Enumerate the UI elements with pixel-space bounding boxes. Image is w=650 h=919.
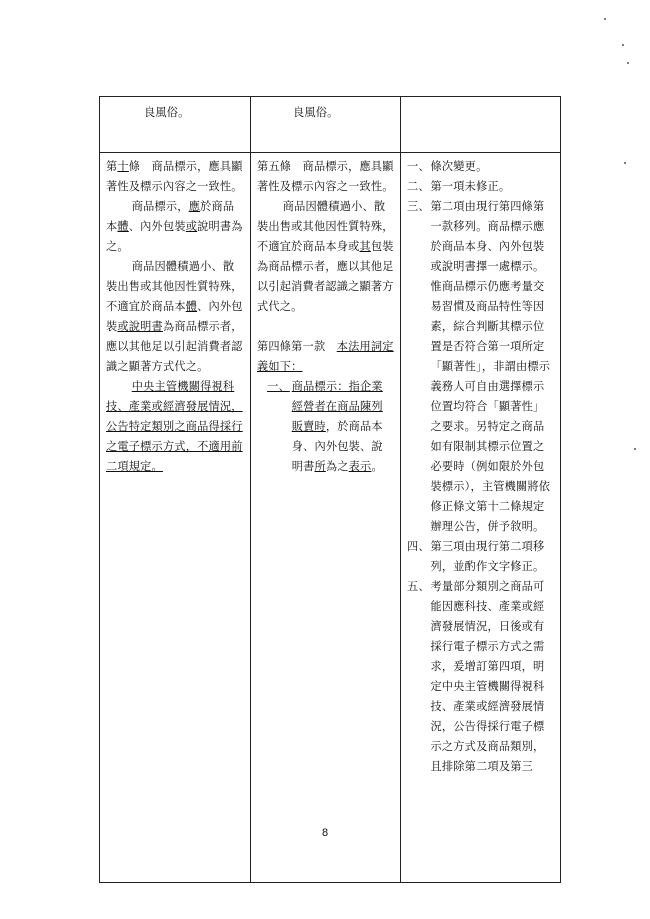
comparison-table <box>99 96 561 883</box>
page-number: 8 <box>321 827 329 839</box>
article-heading: 第四條第一款 本法用詞定義如下： <box>257 340 394 373</box>
cell-text: 良風俗。 <box>293 106 339 119</box>
table-row <box>100 153 561 883</box>
article-paragraph: 商品因體積過小、散裝出售或其他因性質特殊，不適宜於商品本體、內外包裝或說明書為商品標示者，應以其他足以引起消費者認識之顯著方式代之。 <box>106 260 243 373</box>
list-item: 五、 考量部分類別之商品可能因應科技、產業或經濟發展情況，日後或有採行電子標示方式之需求，爰增訂第四項，明定中央主管機關得視科技、產業或經濟發展情況，公告得採行電子標示之方式及商品類別，且排除第二項及第三 <box>407 580 545 773</box>
list-item: 一、 商品標示：指企業經營者在商品陳列販賣時，於商品本身、內外包裝、說明書所為之表示。 <box>267 380 383 473</box>
amended-article-cell <box>100 153 251 883</box>
scan-speck <box>624 162 626 164</box>
article-paragraph: 中央主管機關得視科技、產業或經濟發展情況，公告特定類別之商品得採行之電子標示方式，不適用前二項規定。 <box>106 380 243 473</box>
scan-speck <box>604 18 606 20</box>
list-item: 四、 第三項由現行第二項移列，並酌作文字修正。 <box>407 540 545 573</box>
scan-speck <box>627 62 629 64</box>
list-item: 二、 第一項未修正。 <box>407 180 511 193</box>
article-heading: 第五條 商品標示，應具顯著性及標示內容之一致性。 <box>257 160 394 193</box>
cell-text: 良風俗。 <box>144 106 190 119</box>
scan-speck <box>622 44 624 46</box>
article-paragraph: 商品因體積過小、散裝出售或其他因性質特殊，不適宜於商品本身或其包裝為商品標示者，應以其他足以引起消費者認識之顯著方式代之。 <box>257 200 394 313</box>
table-cell <box>401 97 561 153</box>
explanation-list <box>401 153 560 777</box>
scan-speck <box>634 448 636 450</box>
explanation-cell <box>401 153 561 883</box>
article-heading: 第十條 商品標示，應具顯著性及標示內容之一致性。 <box>106 160 243 193</box>
table-row <box>100 97 561 153</box>
table-cell <box>100 97 251 153</box>
current-article-cell <box>251 153 401 883</box>
list-item: 三、 第二項由現行第四條第一款移列。商品標示應於商品本身、內外包裝或說明書擇一處標示。惟商品標示仍應考量交易習慣及商品特性等因素，綜合判斷其標示位置是否符合第一項所定「顯著性」，非謂由標示義務人可自由選擇標示位置均符合「顯著性」之要求。另特定之商品如有限制其標示位置之必要時（例如限於外包裝標示），主管機關將依修正條文第十二條規定辦理公告，併予敘明。 <box>407 200 551 533</box>
article-paragraph: 商品標示，應於商品本體、內外包裝或說明書為之。 <box>106 200 243 253</box>
list-item: 一、 條次變更。 <box>407 160 488 173</box>
table-cell <box>251 97 401 153</box>
